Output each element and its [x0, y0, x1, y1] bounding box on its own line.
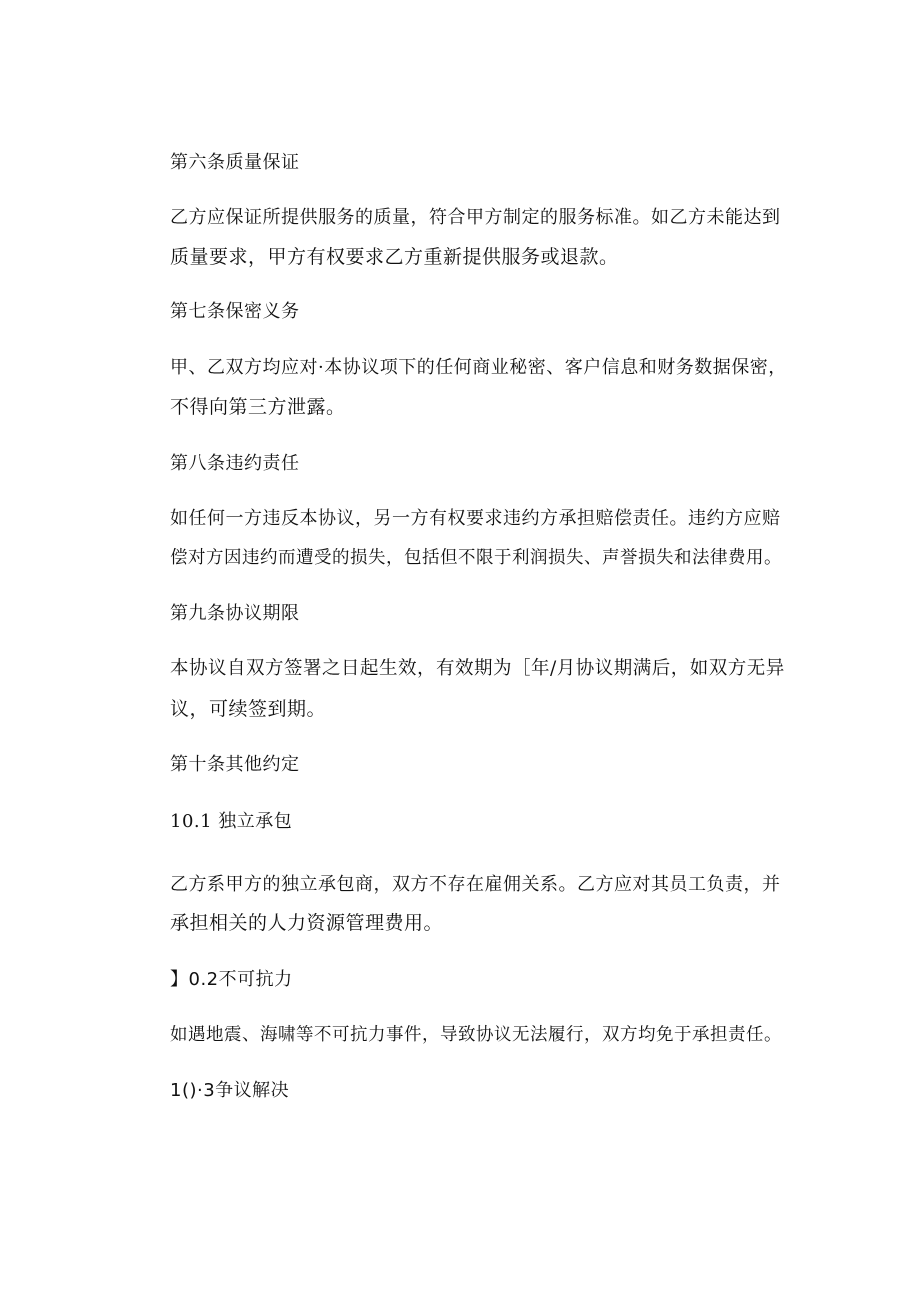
section-10-1-body-line-1: 乙方系甲方的独立承包商，双方不存在雇佣关系。乙方应对其员工负责，并: [170, 874, 781, 895]
article-6-title: 第六条质量保证: [170, 152, 300, 173]
article-10-title: 第十条其他约定: [170, 754, 300, 775]
article-9-body-line-1: 本协议自双方签署之日起生效，有效期为［年/月协议期满后，如双方无异: [170, 658, 785, 679]
article-8-body-line-2: 偿对方因违约而遭受的损失，包括但不限于利润损失、声誉损失和法律费用。: [170, 548, 782, 568]
article-8-body-line-1: 如任何一方违反本协议，另一方有权要求违约方承担赔偿责任。违约方应赔: [170, 508, 781, 529]
section-10-3-title: 1()·3争议解决: [170, 1080, 290, 1101]
section-10-1-body-line-2: 承担相关的人力资源管理费用。: [170, 912, 444, 934]
section-10-2-title: 】0.2不可抗力: [170, 969, 293, 990]
article-7-body-line-1: 甲、乙双方均应对·本协议项下的任何商业秘密、客户信息和财务数据保密，: [170, 357, 787, 378]
article-9-body-line-2: 议，可续签到期。: [170, 698, 327, 720]
section-10-1-title: 10.1 独立承包: [170, 811, 293, 832]
article-7-body-line-2: 不得向第三方泄露。: [170, 396, 346, 418]
section-10-2-body: 如遇地震、海啸等不可抗力事件，导致协议无法履行，双方均免于承担责任。: [170, 1025, 782, 1045]
article-6-body-line-1: 乙方应保证所提供服务的质量，符合甲方制定的服务标准。如乙方未能达到: [170, 207, 781, 228]
article-6-body-line-2: 质量要求，甲方有权要求乙方重新提供服务或退款。: [170, 246, 619, 268]
article-9-title: 第九条协议期限: [170, 603, 300, 624]
article-7-title: 第七条保密义务: [170, 301, 300, 322]
article-8-title: 第八条违约责任: [170, 453, 300, 474]
